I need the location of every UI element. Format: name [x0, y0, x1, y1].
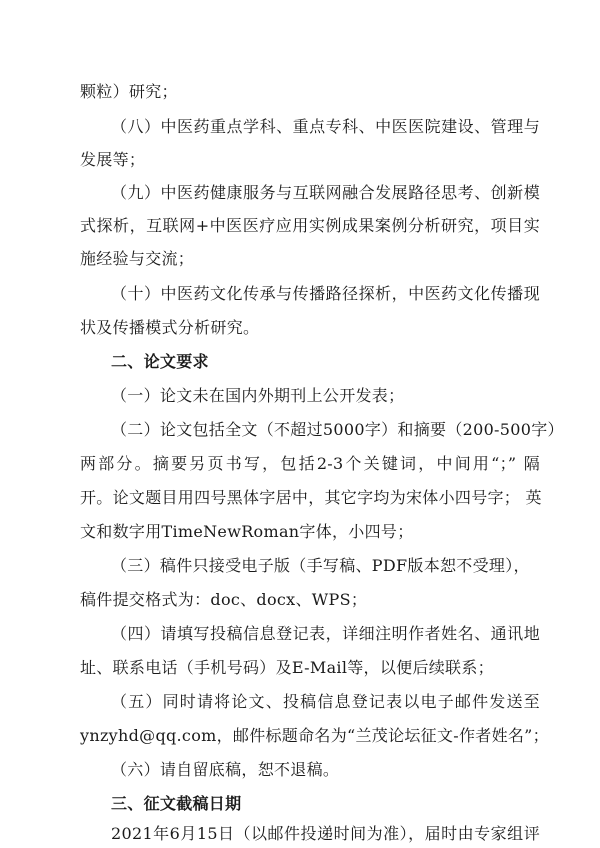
requirement-4: （四）请填写投稿信息登记表，详细注明作者姓名、通讯地	[111, 624, 540, 643]
list-item-10: （十）中医药文化传承与传播路径探析，中医药文化传播现	[111, 284, 540, 303]
section-heading-3: 三、征文截稿日期	[111, 794, 242, 813]
text-line: ynzyhd@qq.com，邮件标题命名为“兰茂论坛征文-作者姓名”；	[80, 726, 549, 745]
list-item-9: （九）中医药健康服务与互联网融合发展路径思考、创新模	[111, 183, 540, 202]
requirement-1: （一）论文未在国内外期刊上公开发表；	[111, 386, 405, 405]
text-line: 文和数字用TimeNewRoman字体，小四号；	[80, 522, 414, 541]
text-line: 开。论文题目用四号黑体字居中，其它字均为宋体小四号字； 英	[80, 488, 542, 507]
section-heading-2: 二、论文要求	[111, 352, 209, 371]
text-line: 稿件提交格式为：doc、docx、WPS；	[80, 590, 368, 609]
requirement-6: （六）请自留底稿，恕不退稿。	[111, 760, 340, 779]
text-line: 址、联系电话（手机号码）及E-Mail等，以便后续联系；	[80, 658, 494, 677]
text-line: 颗粒）研究；	[80, 82, 178, 101]
text-line: 式探析，互联网+中医医疗应用实例成果案例分析研究，项目实	[80, 216, 540, 235]
list-item-8: （八）中医药重点学科、重点专科、中医医院建设、管理与	[111, 117, 540, 136]
requirement-3: （三）稿件只接受电子版（手写稿、PDF版本恕不受理），	[111, 556, 530, 575]
text-line: 状及传播模式分析研究。	[80, 318, 260, 337]
requirement-5: （五）同时请将论文、投稿信息登记表以电子邮件发送至	[111, 692, 540, 711]
text-line: 2021年6月15日（以邮件投递时间为准），届时由专家组评	[111, 824, 540, 843]
text-line: 发展等；	[80, 150, 146, 169]
text-line: 两部分。摘要另页书写，包括2-3个关键词，中间用“；” 隔	[80, 454, 540, 473]
text-line: 施经验与交流；	[80, 249, 195, 268]
requirement-2: （二）论文包括全文（不超过5000字）和摘要（200-500字）	[111, 420, 564, 439]
